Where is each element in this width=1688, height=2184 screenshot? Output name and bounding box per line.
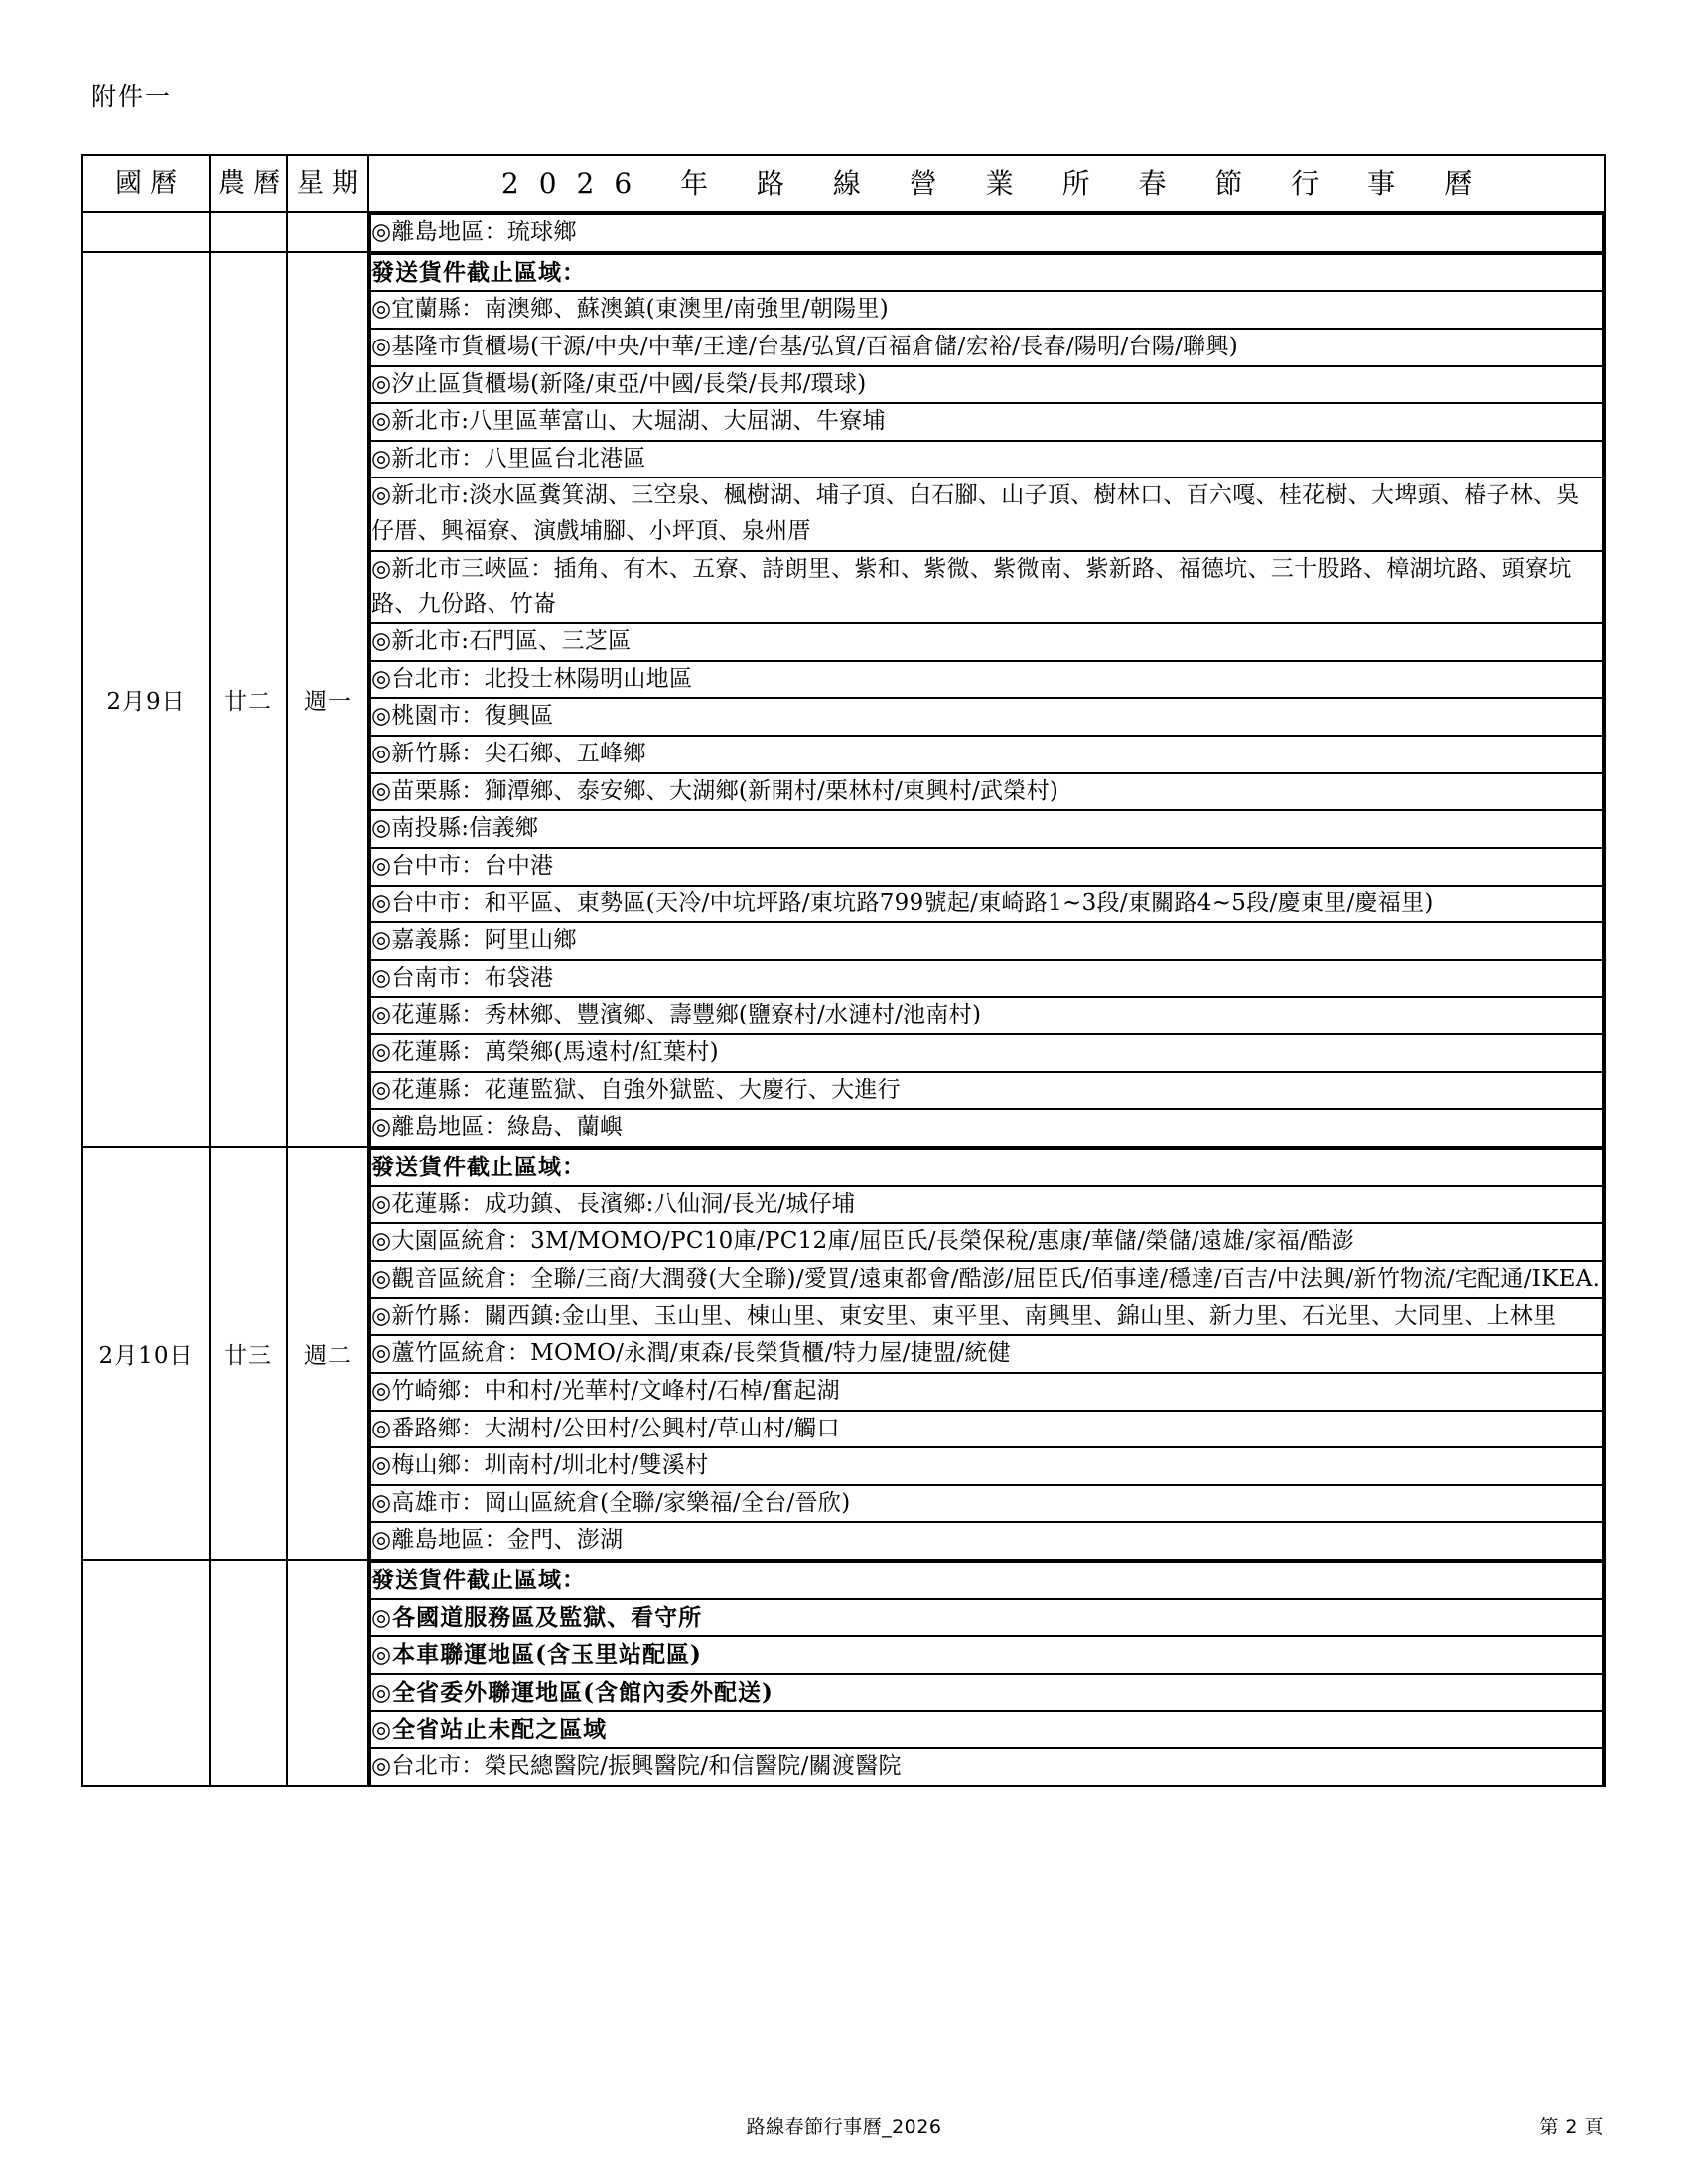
area-list-row	[370, 1149, 1603, 1186]
area-list-row	[370, 661, 1603, 699]
area-list-row	[370, 1447, 1603, 1485]
area-list-item: ◎花蓮縣：成功鎮、長濱鄉:八仙洞/長光/城仔埔	[370, 1186, 1603, 1224]
table-title: 2026 年 路 線 營 業 所 春 節 行 事 曆	[368, 155, 1605, 212]
area-list-item: ◎離島地區：金門、澎湖	[370, 1522, 1603, 1559]
area-list-item: ◎花蓮縣：萬榮鄉(馬遠村/紅葉村)	[370, 1034, 1603, 1072]
area-list-row	[370, 1748, 1603, 1785]
area-list-row	[370, 1186, 1603, 1224]
column-header-weekday: 星期	[287, 155, 368, 212]
area-list-item: ◎花蓮縣：花蓮監獄、自強外獄監、大慶行、大進行	[370, 1072, 1603, 1110]
area-list-row	[370, 1298, 1603, 1336]
area-list-row	[370, 848, 1603, 886]
area-list-row	[370, 810, 1603, 848]
area-list-row	[370, 1335, 1603, 1373]
area-list-item: ◎高雄市：岡山區統倉(全聯/家樂福/全台/晉欣)	[370, 1485, 1603, 1523]
area-list-item: ◎蘆竹區統倉：MOMO/永潤/東森/長榮貨櫃/特力屋/捷盟/統健	[370, 1335, 1603, 1373]
area-list-heading: ◎全省委外聯運地區(含館內委外配送)	[370, 1674, 1603, 1711]
area-list-item: ◎花蓮縣：秀林鄉、豐濱鄉、壽豐鄉(鹽寮村/水漣村/池南村)	[370, 997, 1603, 1034]
area-list-row	[370, 366, 1603, 404]
schedule-section-row	[82, 252, 1605, 1147]
area-list-item: ◎台北市：北投士林陽明山地區	[370, 661, 1603, 699]
area-list-item: ◎台北市：榮民總醫院/振興醫院/和信醫院/關渡醫院	[370, 1748, 1603, 1785]
area-list-item: ◎新竹縣：關西鎮:金山里、玉山里、棟山里、東安里、東平里、南興里、錦山里、新力里、石光里、大同里、上林里	[370, 1298, 1603, 1336]
area-list-row	[370, 1522, 1603, 1559]
area-list-row	[370, 886, 1603, 923]
attachment-label: 附件一	[91, 82, 173, 111]
schedule-section-row	[82, 1147, 1605, 1560]
area-list-item: ◎宜蘭縣：南澳鄉、蘇澳鎮(東澳里/南強里/朝陽里)	[370, 291, 1603, 329]
area-list-row	[370, 291, 1603, 329]
area-list-heading: 發送貨件截止區域：	[370, 1149, 1603, 1186]
area-list-heading: ◎本車聯運地區(含玉里站配區)	[370, 1636, 1603, 1674]
cell-area-list	[368, 252, 1605, 1147]
area-list-item: ◎新北市：八里區台北港區	[370, 441, 1603, 478]
cell-weekday	[287, 1560, 368, 1786]
area-list-row	[370, 736, 1603, 773]
cell-weekday	[287, 212, 368, 252]
area-list-row	[370, 1223, 1603, 1261]
area-list-item: ◎新北市:石門區、三芝區	[370, 623, 1603, 661]
area-list-row	[370, 623, 1603, 661]
area-list-heading: 發送貨件截止區域：	[370, 254, 1603, 292]
cell-lunar-date: 廿二	[210, 252, 287, 1147]
cell-area-list	[368, 212, 1605, 252]
cell-area-list	[368, 1147, 1605, 1560]
area-list-item: ◎台中市：和平區、東勢區(天冷/中坑坪路/東坑路799號起/東崎路1~3段/東關路4~5段/慶東里/慶福里)	[370, 886, 1603, 923]
column-header-lunar: 農曆	[210, 155, 287, 212]
area-list-item: ◎大園區統倉：3M/MOMO/PC10庫/PC12庫/屈臣氏/長榮保稅/惠康/華儲/榮儲/遠雄/家福/酷澎	[370, 1223, 1603, 1261]
area-list-item: ◎離島地區：綠島、蘭嶼	[370, 1109, 1603, 1146]
cell-weekday: 週二	[287, 1147, 368, 1560]
area-list-row	[370, 1485, 1603, 1523]
column-header-solar: 國曆	[82, 155, 210, 212]
area-list-row	[370, 1711, 1603, 1749]
footer-document-name: 路線春節行事曆_2026	[746, 2116, 942, 2138]
area-list-row	[370, 1599, 1603, 1637]
area-list-row	[370, 773, 1603, 811]
area-list-row	[370, 1034, 1603, 1072]
area-list-table	[369, 253, 1604, 1146]
cell-solar-date: 2月10日	[82, 1147, 210, 1560]
area-list-table	[369, 213, 1604, 251]
area-list-item: ◎觀音區統倉：全聯/三商/大潤發(大全聯)/愛買/遠東都會/酷澎/屈臣氏/佰事達/穩達/百吉/中法興/新竹物流/宅配通/IKEA.	[370, 1261, 1603, 1298]
holiday-schedule-table	[81, 154, 1606, 1787]
area-list-row	[370, 1636, 1603, 1674]
cell-solar-date: 2月9日	[82, 252, 210, 1147]
area-list-item: ◎台南市：布袋港	[370, 960, 1603, 998]
area-list-table	[369, 1561, 1604, 1785]
cell-solar-date	[82, 212, 210, 252]
area-list-item: ◎番路鄉：大湖村/公田村/公興村/草山村/觸口	[370, 1411, 1603, 1448]
cell-lunar-date	[210, 212, 287, 252]
area-list-row	[370, 960, 1603, 998]
area-list-row	[370, 1674, 1603, 1711]
area-list-row	[370, 1072, 1603, 1110]
table-body	[82, 155, 1605, 1786]
area-list-row	[370, 441, 1603, 478]
area-list-item: ◎嘉義縣：阿里山鄉	[370, 922, 1603, 960]
area-list-row	[370, 551, 1603, 623]
area-list-row	[370, 1373, 1603, 1411]
area-list-item: ◎新北市三峽區：插角、有木、五寮、詩朗里、紫和、紫微、紫微南、紫新路、福德坑、三十股路、樟湖坑路、頭寮坑路、九份路、竹崙	[370, 551, 1603, 623]
area-list-item: ◎汐止區貨櫃場(新隆/東亞/中國/長榮/長邦/環球)	[370, 366, 1603, 404]
area-list-item: ◎南投縣:信義鄉	[370, 810, 1603, 848]
area-list-row	[370, 698, 1603, 736]
area-list-heading: ◎各國道服務區及監獄、看守所	[370, 1599, 1603, 1637]
area-list-heading: 發送貨件截止區域：	[370, 1562, 1603, 1599]
area-list-row	[370, 403, 1603, 441]
footer-page-number: 第 2 頁	[1539, 2116, 1604, 2138]
area-list-item: ◎台中市：台中港	[370, 848, 1603, 886]
area-list-row	[370, 997, 1603, 1034]
area-list-item: ◎桃園市：復興區	[370, 698, 1603, 736]
area-list-row	[370, 1261, 1603, 1298]
area-list-item: ◎新北市:八里區華富山、大堀湖、大屈湖、牛寮埔	[370, 403, 1603, 441]
cell-weekday: 週一	[287, 252, 368, 1147]
area-list-row	[370, 254, 1603, 292]
area-list-item: ◎離島地區：琉球鄉	[370, 214, 1603, 251]
area-list-row	[370, 1411, 1603, 1448]
area-list-row	[370, 329, 1603, 366]
schedule-section-row	[82, 212, 1605, 252]
cell-lunar-date: 廿三	[210, 1147, 287, 1560]
area-list-row	[370, 1109, 1603, 1146]
schedule-section-row	[82, 1560, 1605, 1786]
area-list-row	[370, 214, 1603, 251]
area-list-row	[370, 1562, 1603, 1599]
area-list-table	[369, 1148, 1604, 1559]
cell-lunar-date	[210, 1560, 287, 1786]
cell-solar-date	[82, 1560, 210, 1786]
area-list-row	[370, 478, 1603, 550]
cell-area-list	[368, 1560, 1605, 1786]
area-list-item: ◎基隆市貨櫃場(干源/中央/中華/王達/台基/弘貿/百福倉儲/宏裕/長春/陽明/台陽/聯興)	[370, 329, 1603, 366]
area-list-item: ◎竹崎鄉：中和村/光華村/文峰村/石棹/奮起湖	[370, 1373, 1603, 1411]
area-list-item: ◎新北市:淡水區糞箕湖、三空泉、楓樹湖、埔子頂、白石腳、山子頂、樹林口、百六嘎、桂花樹、大埤頭、椿子林、吳仔厝、興福寮、演戲埔腳、小坪頂、泉州厝	[370, 478, 1603, 550]
area-list-item: ◎苗栗縣：獅潭鄉、泰安鄉、大湖鄉(新開村/栗林村/東興村/武榮村)	[370, 773, 1603, 811]
area-list-heading: ◎全省站止未配之區域	[370, 1711, 1603, 1749]
area-list-item: ◎梅山鄉：圳南村/圳北村/雙溪村	[370, 1447, 1603, 1485]
area-list-item: ◎新竹縣：尖石鄉、五峰鄉	[370, 736, 1603, 773]
table-header-row	[82, 155, 1605, 212]
area-list-row	[370, 922, 1603, 960]
